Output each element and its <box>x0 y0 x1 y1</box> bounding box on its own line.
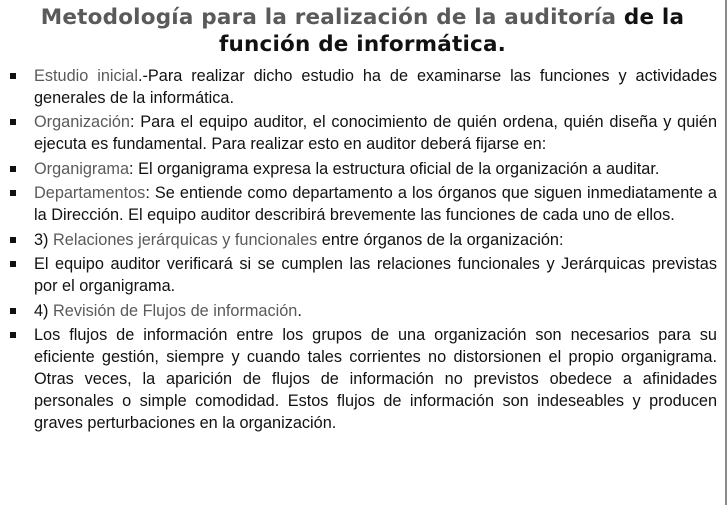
bullet-square-icon <box>10 332 16 338</box>
bullet-flujos-informacion <box>8 325 717 434</box>
bullet-term: Organigrama <box>34 159 130 178</box>
bullet-lead: 4) <box>34 301 54 320</box>
bullet-text: : Se entiende como departamento a los órganos que siguen inmediatamente a la Dirección. El equipo auditor describirá brevemente las funciones de cada uno de ellos. <box>34 184 717 225</box>
bullet-text: entre órganos de la organización: <box>317 230 564 249</box>
bullet-term: Estudio inicial <box>34 67 138 85</box>
bullet-square-icon <box>10 261 16 267</box>
bullet-square-icon <box>10 190 16 196</box>
bullet-organizacion <box>8 112 717 156</box>
bullet-revision-flujos <box>8 301 717 323</box>
bullet-term: Departamentos <box>34 184 146 203</box>
bullet-term: Revisión de Flujos de información <box>53 301 298 320</box>
bullet-lead: Los flujos de información entre los grupos de una organización son necesarios para su eficiente gestión, siempre y cuando tales corrientes no distorsionen el propio organigrama. Otras veces, la aparición de flujos de información no previstos obedece a afinidades personales o simple comodidad. Estos flujos de información son indeseables y producen graves perturbaciones en la organización. <box>34 326 717 432</box>
bullet-square-icon <box>10 237 16 243</box>
bullet-text: : Para el equipo auditor, el conocimiento de quién ordena, quién diseña y quién ejecuta es fundamental. Para realizar esto en auditor deberá fijarse en: <box>34 113 717 154</box>
bullet-square-icon <box>10 166 16 172</box>
bullet-relaciones <box>8 230 717 252</box>
bullet-square-icon <box>10 308 16 314</box>
title-part-2: de la función de informática. <box>218 5 685 57</box>
bullet-verificacion <box>8 254 717 298</box>
bullet-text: .-Para realizar dicho estudio ha de examinarse las funciones y actividades generales de la informática. <box>34 67 717 107</box>
bullet-text: . <box>297 301 302 320</box>
bullet-estudio-inicial <box>8 66 717 110</box>
bullet-term: Relaciones jerárquicas y funcionales <box>53 230 318 249</box>
bullet-square-icon <box>10 73 16 79</box>
title-part-1: Metodología para la realización de la auditoría <box>40 5 617 30</box>
bullet-lead: El equipo auditor verificará si se cumplen las relaciones funcionales y Jerárquicas previstas por el organigrama. <box>34 255 717 296</box>
bullet-organigrama <box>8 159 717 181</box>
bullet-square-icon <box>10 119 16 125</box>
bullet-text: : El organigrama expresa la estructura oficial de la organización a auditar. <box>129 159 660 178</box>
bullet-lead: 3) <box>34 230 54 249</box>
bullet-list <box>8 66 717 434</box>
bullet-term: Organización <box>34 113 130 132</box>
bullet-departamentos <box>8 183 717 227</box>
slide-title <box>8 4 717 58</box>
